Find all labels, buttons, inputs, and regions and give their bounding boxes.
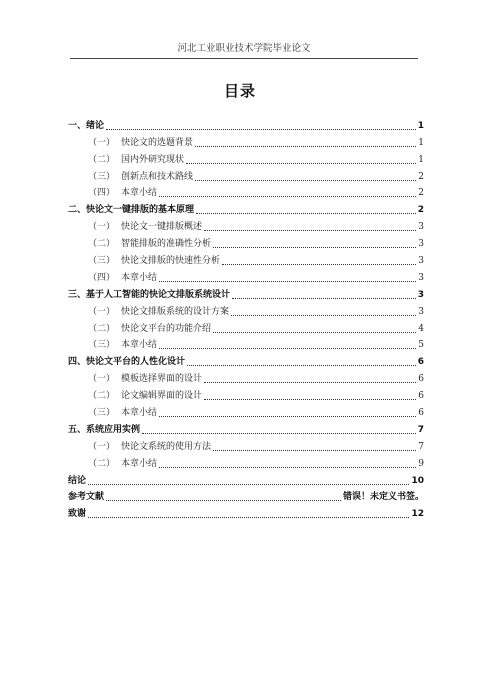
toc-page-number: 1 bbox=[418, 154, 424, 165]
toc-section-entry[interactable] bbox=[68, 453, 424, 470]
toc-entry-label: 快论文排版系统的设计方案 bbox=[121, 306, 230, 317]
toc-entry-label: 快论文平台的功能介绍 bbox=[121, 323, 212, 334]
toc-section-entry[interactable] bbox=[68, 166, 424, 183]
toc-entry-label: 二、快论文一键排版的基本原理 bbox=[68, 205, 195, 216]
dot-leader bbox=[159, 348, 416, 349]
dot-leader bbox=[195, 180, 416, 181]
toc-entry-number: （二） bbox=[88, 391, 116, 402]
toc-entry-label: 五、系统应用实例 bbox=[68, 424, 141, 435]
page-title: 目录 bbox=[223, 82, 256, 100]
toc-chapter-entry[interactable] bbox=[68, 351, 424, 368]
dot-leader bbox=[88, 517, 409, 518]
toc-entry-label: 三、基于人工智能的快论文排版系统设计 bbox=[68, 289, 231, 300]
dot-leader bbox=[159, 416, 416, 417]
toc-chapter-entry[interactable] bbox=[68, 199, 424, 216]
toc-entry-label: 结论 bbox=[68, 475, 87, 486]
toc-section-entry[interactable] bbox=[68, 436, 424, 453]
toc-chapter-entry[interactable] bbox=[68, 487, 424, 504]
toc-entry-label: 快论文的选题背景 bbox=[121, 137, 194, 148]
dot-leader bbox=[204, 230, 416, 231]
toc-entry-label: 快论文一键排版概述 bbox=[121, 222, 203, 233]
toc-section-entry[interactable] bbox=[68, 183, 424, 200]
toc-page-number: 3 bbox=[418, 256, 424, 267]
toc-entry-number: （四） bbox=[88, 188, 116, 199]
toc-page-number: 1 bbox=[418, 137, 424, 148]
toc-page-number: 3 bbox=[418, 222, 424, 233]
dot-leader bbox=[195, 146, 416, 147]
dot-leader bbox=[204, 399, 416, 400]
toc-entry-number: （三） bbox=[88, 256, 116, 267]
toc-page-number: 6 bbox=[417, 357, 424, 368]
toc-chapter-entry[interactable] bbox=[68, 503, 424, 520]
toc-entry-number: （一） bbox=[88, 222, 116, 233]
toc-entry-number: （三） bbox=[88, 340, 116, 351]
toc-page-number: 2 bbox=[418, 188, 424, 199]
toc-entry-number: （二） bbox=[88, 154, 116, 165]
toc-section-entry[interactable] bbox=[68, 267, 424, 284]
toc-page-number: 9 bbox=[418, 458, 424, 469]
dot-leader bbox=[187, 365, 416, 366]
toc-entry-label: 论文编辑界面的设计 bbox=[121, 391, 203, 402]
dot-leader bbox=[142, 433, 416, 434]
toc-entry-label: 本章小结 bbox=[121, 340, 158, 351]
toc-section-entry[interactable] bbox=[68, 368, 424, 385]
toc-entry-label: 本章小结 bbox=[121, 272, 158, 283]
toc-entry-label: 快论文系统的使用方法 bbox=[121, 441, 212, 452]
toc-entry-label: 本章小结 bbox=[121, 408, 158, 419]
toc-page-number: 4 bbox=[418, 323, 424, 334]
toc-section-entry[interactable] bbox=[68, 216, 424, 233]
toc-entry-number: （四） bbox=[88, 272, 116, 283]
toc-page-number: 3 bbox=[418, 306, 424, 317]
toc-entry-number: （二） bbox=[88, 323, 116, 334]
dot-leader bbox=[213, 332, 416, 333]
toc-page-number: 10 bbox=[411, 475, 424, 486]
toc-chapter-entry[interactable] bbox=[68, 284, 424, 301]
toc-entry-label: 本章小结 bbox=[121, 458, 158, 469]
toc-entry-label: 创新点和技术路线 bbox=[121, 171, 194, 182]
toc-page-number: 1 bbox=[417, 120, 424, 131]
toc-page-number: 12 bbox=[411, 509, 424, 520]
toc-section-entry[interactable] bbox=[68, 335, 424, 352]
toc-entry-number: （一） bbox=[88, 137, 116, 148]
toc-entry-label: 国内外研究现状 bbox=[121, 154, 185, 165]
toc-page-number: 3 bbox=[417, 289, 424, 300]
toc-chapter-entry[interactable] bbox=[68, 470, 424, 487]
toc-page-number: 3 bbox=[418, 272, 424, 283]
toc-page-number: 2 bbox=[417, 205, 424, 216]
toc-entry-number: （三） bbox=[88, 171, 116, 182]
toc-entry-label: 四、快论文平台的人性化设计 bbox=[68, 357, 186, 368]
toc-entry-label: 一、绪论 bbox=[68, 120, 105, 131]
toc-page-number: 6 bbox=[418, 374, 424, 385]
toc-section-entry[interactable] bbox=[68, 385, 424, 402]
dot-leader bbox=[204, 382, 416, 383]
toc-entry-number: （二） bbox=[88, 458, 116, 469]
toc-entry-label: 致谢 bbox=[68, 509, 87, 520]
dot-leader bbox=[232, 298, 416, 299]
dot-leader bbox=[159, 281, 416, 282]
toc-entry-label: 智能排版的准确性分析 bbox=[121, 239, 212, 250]
toc-section-entry[interactable] bbox=[68, 301, 424, 318]
toc-page-number: 3 bbox=[418, 239, 424, 250]
toc-page-number: 7 bbox=[418, 441, 424, 452]
toc-entry-label: 本章小结 bbox=[121, 188, 158, 199]
toc-page-number: 错误！未定义书签。 bbox=[342, 492, 424, 503]
toc-page-number: 6 bbox=[418, 391, 424, 402]
toc-chapter-entry[interactable] bbox=[68, 419, 424, 436]
toc-chapter-entry[interactable] bbox=[68, 115, 424, 132]
toc-page-number: 7 bbox=[417, 424, 424, 435]
dot-leader bbox=[213, 450, 416, 451]
toc-section-entry[interactable] bbox=[68, 402, 424, 419]
toc-entry-number: （一） bbox=[88, 374, 116, 385]
toc-entry-number: （二） bbox=[88, 239, 116, 250]
toc-section-entry[interactable] bbox=[68, 132, 424, 149]
toc-page-number: 6 bbox=[418, 408, 424, 419]
dot-leader bbox=[231, 315, 416, 316]
toc-page-number: 5 bbox=[418, 340, 424, 351]
dot-leader bbox=[186, 163, 416, 164]
dot-leader bbox=[222, 264, 416, 265]
toc-entry-number: （一） bbox=[88, 441, 116, 452]
toc-section-entry[interactable] bbox=[68, 318, 424, 335]
toc-section-entry[interactable] bbox=[68, 233, 424, 250]
dot-leader bbox=[106, 500, 341, 501]
dot-leader bbox=[213, 247, 416, 248]
toc-section-entry[interactable] bbox=[68, 250, 424, 267]
toc-entry-label: 模板选择界面的设计 bbox=[121, 374, 203, 385]
dot-leader bbox=[106, 129, 416, 130]
toc-entry-number: （一） bbox=[88, 306, 116, 317]
dot-leader bbox=[159, 467, 416, 468]
toc-entry-label: 快论文排版的快速性分析 bbox=[121, 256, 221, 267]
dot-leader bbox=[196, 213, 416, 214]
toc-entry-number: （三） bbox=[88, 408, 116, 419]
dot-leader bbox=[159, 196, 416, 197]
toc-entry-label: 参考文献 bbox=[68, 492, 105, 503]
toc-section-entry[interactable] bbox=[68, 149, 424, 166]
table-of-contents bbox=[68, 115, 424, 520]
dot-leader bbox=[88, 484, 409, 485]
page-header: 河北工业职业技术学院毕业论文 bbox=[70, 40, 418, 59]
toc-page-number: 2 bbox=[418, 171, 424, 182]
